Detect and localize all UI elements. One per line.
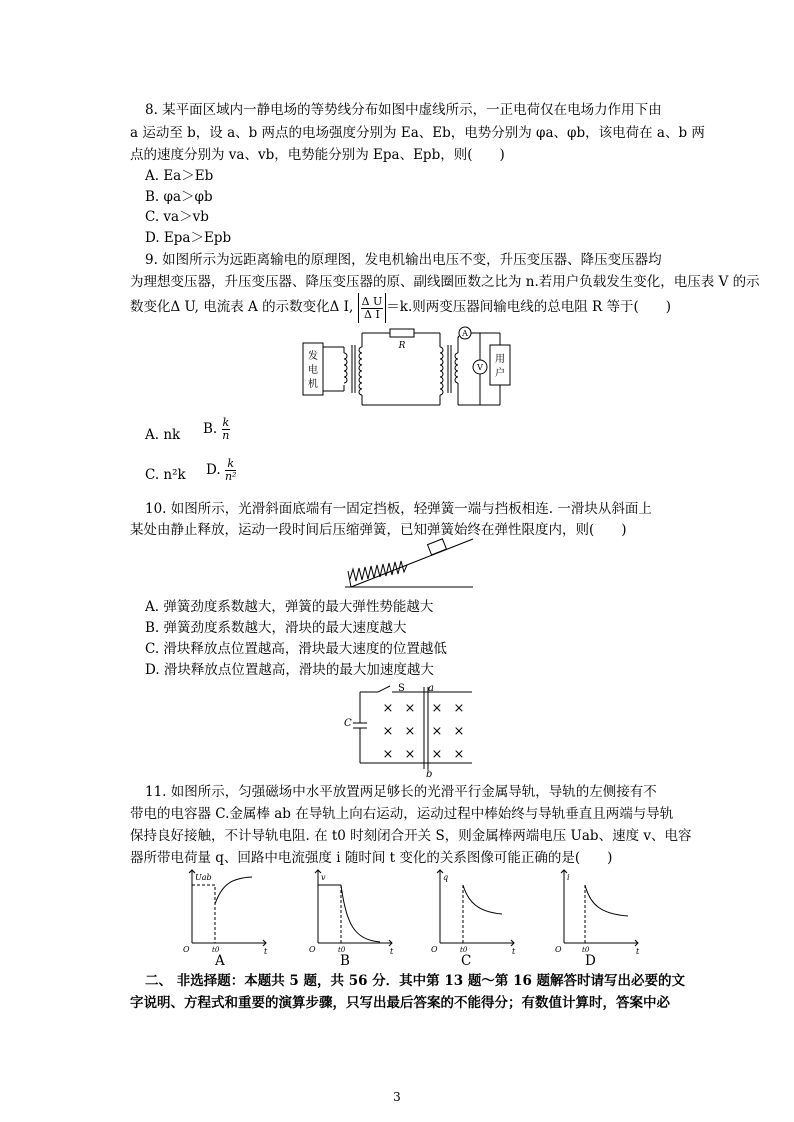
q11-stem-line4: 器所带电荷量 q、回路中电流强度 i 随时间 t 变化的关系图像可能正确的是( ) — [130, 850, 613, 866]
q8-option-a[interactable]: A. Ea＞Eb — [145, 168, 214, 184]
q10-option-b[interactable]: B. 弹簧劲度系数越大，滑块的最大速度越大 — [145, 620, 407, 636]
q11-graph-d[interactable] — [552, 868, 642, 956]
q10-option-a[interactable]: A. 弹簧劲度系数越大，弹簧的最大弹性势能越大 — [145, 599, 434, 615]
voltmeter-label: V — [477, 363, 483, 372]
step-down-primary-coil — [440, 347, 443, 395]
graph-d-t0: t0 — [582, 946, 590, 954]
graph-b-xlabel: t — [390, 947, 394, 956]
svg-text:×: × — [404, 701, 416, 716]
q10-option-d[interactable]: D. 滑块释放点位置越高，滑块的最大加速度越大 — [145, 662, 434, 678]
q11-graph-d-letter[interactable]: D — [585, 953, 596, 969]
user-load-box — [490, 345, 510, 385]
q9-option-d-num: k — [225, 458, 237, 471]
q11-rail-capacitor-figure — [340, 683, 480, 778]
q9-option-b[interactable] — [203, 414, 230, 444]
q9-stem-line1: 9. 如图所示为远距离输电的原理图，发电机输出电压不变，升压变压器、降压变压器均 — [145, 252, 662, 268]
q9-frac-num: Δ U — [361, 294, 383, 308]
graph-b-origin: O — [309, 945, 316, 954]
q9-abs-fraction — [358, 293, 387, 323]
q9-stem-line3-post: ＝k.则两变压器间输电线的总电阻 R 等于( ) — [386, 299, 672, 315]
q8-option-d[interactable]: D. Epa＞Epb — [145, 230, 232, 246]
q9-frac-den: Δ I — [364, 307, 380, 321]
graph-d-xlabel: t — [636, 947, 640, 956]
q8-option-c[interactable]: C. va＞vb — [145, 209, 209, 225]
graph-b-ylabel: v — [321, 873, 326, 882]
q11-graph-a[interactable] — [180, 868, 270, 956]
gen-char-2: 电 — [308, 365, 318, 376]
resistor-label: R — [398, 341, 406, 351]
svg-text:×: × — [431, 747, 443, 762]
q9-option-d-label: D. — [206, 462, 221, 478]
incline-surface — [351, 539, 473, 587]
switch-label: S — [398, 683, 405, 694]
q9-option-b-label: B. — [203, 421, 218, 437]
svg-text:×: × — [382, 724, 394, 739]
slider-block — [428, 539, 447, 555]
svg-text:×: × — [404, 747, 416, 762]
capacitor-label: C — [344, 718, 352, 729]
svg-text:×: × — [404, 724, 416, 739]
stopper-plate — [348, 571, 351, 587]
step-down-secondary-coil — [455, 353, 458, 383]
q11-stem-line1: 11. 如图所示，匀强磁场中水平放置两足够长的光滑平行金属导轨，导轨的左侧接有不 — [145, 784, 657, 800]
rod-end-a-label: a — [428, 683, 434, 694]
q11-graph-c-letter[interactable]: C — [461, 953, 472, 969]
graph-c-ylabel: q — [443, 873, 449, 882]
rod-end-b-label: b — [426, 769, 433, 780]
gen-char-1: 发 — [308, 351, 318, 362]
q9-option-a[interactable]: A. nk — [145, 427, 181, 443]
svg-text:×: × — [453, 747, 465, 762]
q11-stem-line3: 保持良好接触，不计导轨电阻. 在 t0 时刻闭合开关 S，则金属棒两端电压 Uab、速度 v、电容 — [130, 828, 692, 844]
q11-graph-b-letter[interactable]: B — [340, 953, 350, 969]
page-number: 3 — [393, 1090, 401, 1104]
graph-b-t0: t0 — [338, 946, 346, 954]
user-char-1: 用 — [495, 354, 505, 365]
graph-c-origin: O — [431, 945, 438, 954]
q9-option-b-den: n — [222, 429, 230, 442]
q11-graph-c[interactable] — [428, 868, 518, 956]
q10-incline-spring-figure — [345, 535, 475, 593]
q9-option-b-num: k — [222, 416, 230, 429]
graph-d-ylabel: i — [567, 873, 570, 882]
q8-stem-line2: a 运动至 b，设 a、b 两点的电场强度分别为 Ea、Eb，电势分别为 φa、φb，该电荷在 a、b 两 — [130, 125, 705, 141]
q8-option-b[interactable]: B. φa＞φb — [145, 189, 213, 205]
q9-option-c[interactable]: C. n²k — [145, 467, 186, 483]
graph-a-origin: O — [183, 945, 190, 954]
graph-c-xlabel: t — [512, 947, 516, 956]
graph-a-xlabel: t — [264, 947, 268, 956]
svg-text:×: × — [453, 701, 465, 716]
q9-stem-line3-pre: 数变化Δ U, 电流表 A 的示数变化Δ I, — [130, 299, 354, 315]
step-up-primary-coil — [344, 353, 347, 383]
svg-text:×: × — [382, 747, 394, 762]
switch-s — [378, 686, 390, 692]
spring — [350, 561, 407, 581]
section2-line2: 字说明、方程式和重要的演算步骤，只写出最后答案的不能得分；有数值计算时，答案中必 — [130, 995, 670, 1011]
q8-stem-line3: 点的速度分别为 va、vb，电势能分别为 Epa、Epb，则( ) — [130, 147, 505, 163]
svg-text:×: × — [453, 724, 465, 739]
svg-text:×: × — [382, 701, 394, 716]
graph-a-ylabel: Uab — [195, 873, 212, 882]
q11-stem-line2: 带电的电容器 C.金属棒 ab 在导轨上向右运动，运动过程中棒始终与导轨垂直且两端与导轨 — [130, 806, 674, 822]
line-resistor-r — [390, 329, 414, 337]
step-up-secondary-coil — [359, 347, 362, 395]
graph-a-t0: t0 — [212, 946, 220, 954]
q11-graph-a-letter[interactable]: A — [215, 953, 225, 969]
q8-stem-line1: 8. 某平面区域内一静电场的等势线分布如图中虚线所示，一正电荷仅在电场力作用下由 — [145, 102, 662, 118]
svg-text:×: × — [431, 724, 443, 739]
svg-text:×: × — [431, 701, 443, 716]
q10-option-c[interactable]: C. 滑块释放点位置越高，滑块最大速度的位置越低 — [145, 641, 447, 657]
q10-stem-line1: 10. 如图所示，光滑斜面底端有一固定挡板，轻弹簧一端与挡板相连. 一滑块从斜面上 — [145, 501, 652, 517]
q9-stem-line3 — [130, 292, 671, 323]
q9-transmission-circuit-figure — [300, 325, 520, 410]
q11-graph-b[interactable] — [306, 868, 396, 956]
graph-d-origin: O — [555, 945, 562, 954]
q9-option-d-den: n² — [224, 470, 237, 483]
ammeter-label: A — [462, 329, 468, 338]
q9-option-d[interactable] — [206, 455, 236, 485]
q10-stem-line2: 某处由静止释放，运动一段时间后压缩弹簧，已知弹簧始终在弹性限度内，则( ) — [130, 522, 627, 538]
graph-c-t0: t0 — [460, 946, 468, 954]
section2-line1: 二、 非选择题：本题共 5 题，共 56 分．其中第 13 题～第 16 题解答时请写出必要的文 — [145, 973, 686, 989]
q9-stem-line2: 为理想变压器，升压变压器、降压变压器的原、副线圈匝数之比为 n.若用户负载发生变化，电压表 V 的示 — [130, 274, 760, 290]
gen-char-3: 机 — [308, 379, 318, 390]
user-char-2: 户 — [495, 368, 505, 379]
